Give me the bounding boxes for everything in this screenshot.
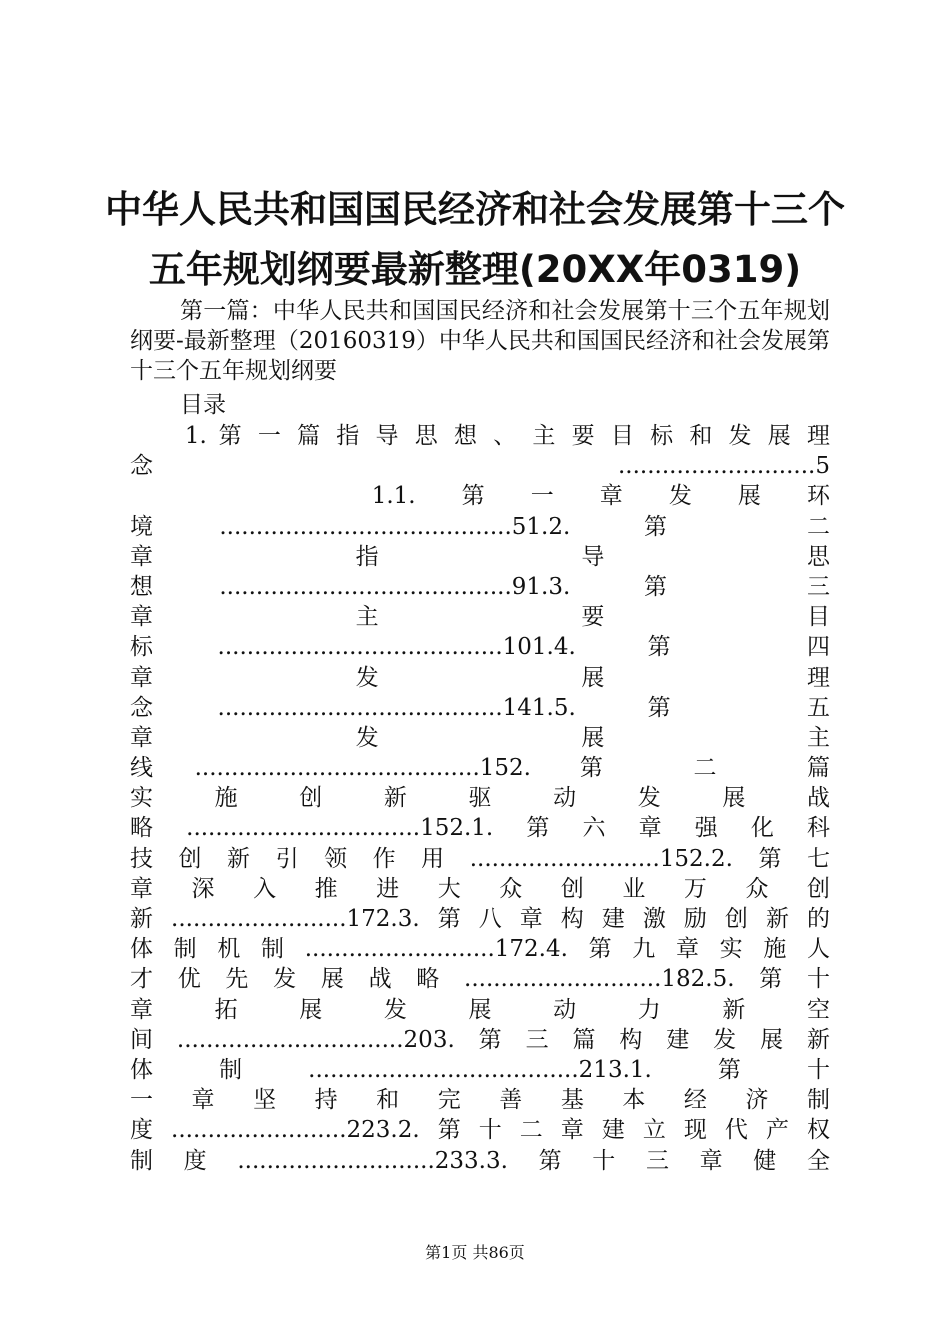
toc-line: 念...........................5 (130, 453, 830, 480)
toc-line: 章 主 要 目 (130, 604, 830, 631)
page-footer: 第1页 共86页 (425, 1243, 525, 1262)
toc-line: 略................................152.1.第六章强化科 (130, 815, 830, 842)
toc-line: 念.......................................141.5. 第 五 (130, 694, 830, 721)
document-title-line-1: 中华人民共和国国民经济和社会发展第十三个 (105, 188, 845, 231)
intro-paragraph: 第一篇：中华人民共和国国民经济和社会发展第十三个五年规划纲要-最新整理（20160319）中华人民共和国国民经济和社会发展第十三个五年规划纲要 (130, 298, 830, 385)
toc-line: 间...............................203.第三篇构建发展新 (130, 1026, 830, 1053)
toc-line: 章 深 入 推 进 大 众 创 业 万 众 创 (130, 875, 830, 902)
toc-line: 章 发 展 主 (130, 724, 830, 751)
toc-line: 线.......................................152. 第 二 篇 (130, 755, 830, 782)
toc-line: 章 指 导 思 (130, 543, 830, 570)
toc-line: 境........................................51.2. 第 二 (130, 513, 830, 540)
toc-line: 一 章 坚 持 和 完 善 基 本 经 济 制 (130, 1087, 830, 1114)
toc-line: 章 拓 展 发 展 动 力 新 空 (130, 996, 830, 1023)
toc-line: 想........................................91.3. 第 三 (130, 573, 830, 600)
toc-line: 1.1. 第 一 章 发 展 环 (130, 483, 830, 510)
toc-line: 度........................223.2.第十二章建立现代产权 (130, 1117, 830, 1144)
toc-line: 才优先发展战略...........................182.5.第十 (130, 966, 830, 993)
toc-heading: 目录 (180, 392, 226, 418)
toc-line: 体制机制..........................172.4.第九章实施人 (130, 936, 830, 963)
toc-line: 技创新引领作用..........................152.2.第七 (130, 845, 830, 872)
table-of-contents (130, 421, 830, 1176)
toc-line: 新........................172.3.第八章构建激励创新的 (130, 906, 830, 932)
toc-line: 标.......................................101.4. 第 四 (130, 634, 830, 661)
toc-line: 制度...........................233.3.第十三章健全 (130, 1147, 830, 1174)
toc-line: 体制.....................................213.1.第十 (130, 1056, 830, 1083)
toc-line: 1. 第 一 篇 指 导 思 想 、 主 要 目 标 和 发 展 理 (130, 423, 830, 449)
toc-line: 实 施 创 新 驱 动 发 展 战 (130, 785, 830, 812)
toc-line: 章 发 展 理 (130, 664, 830, 691)
document-title-line-2: 五年规划纲要最新整理(20XX年0319) (148, 248, 802, 291)
